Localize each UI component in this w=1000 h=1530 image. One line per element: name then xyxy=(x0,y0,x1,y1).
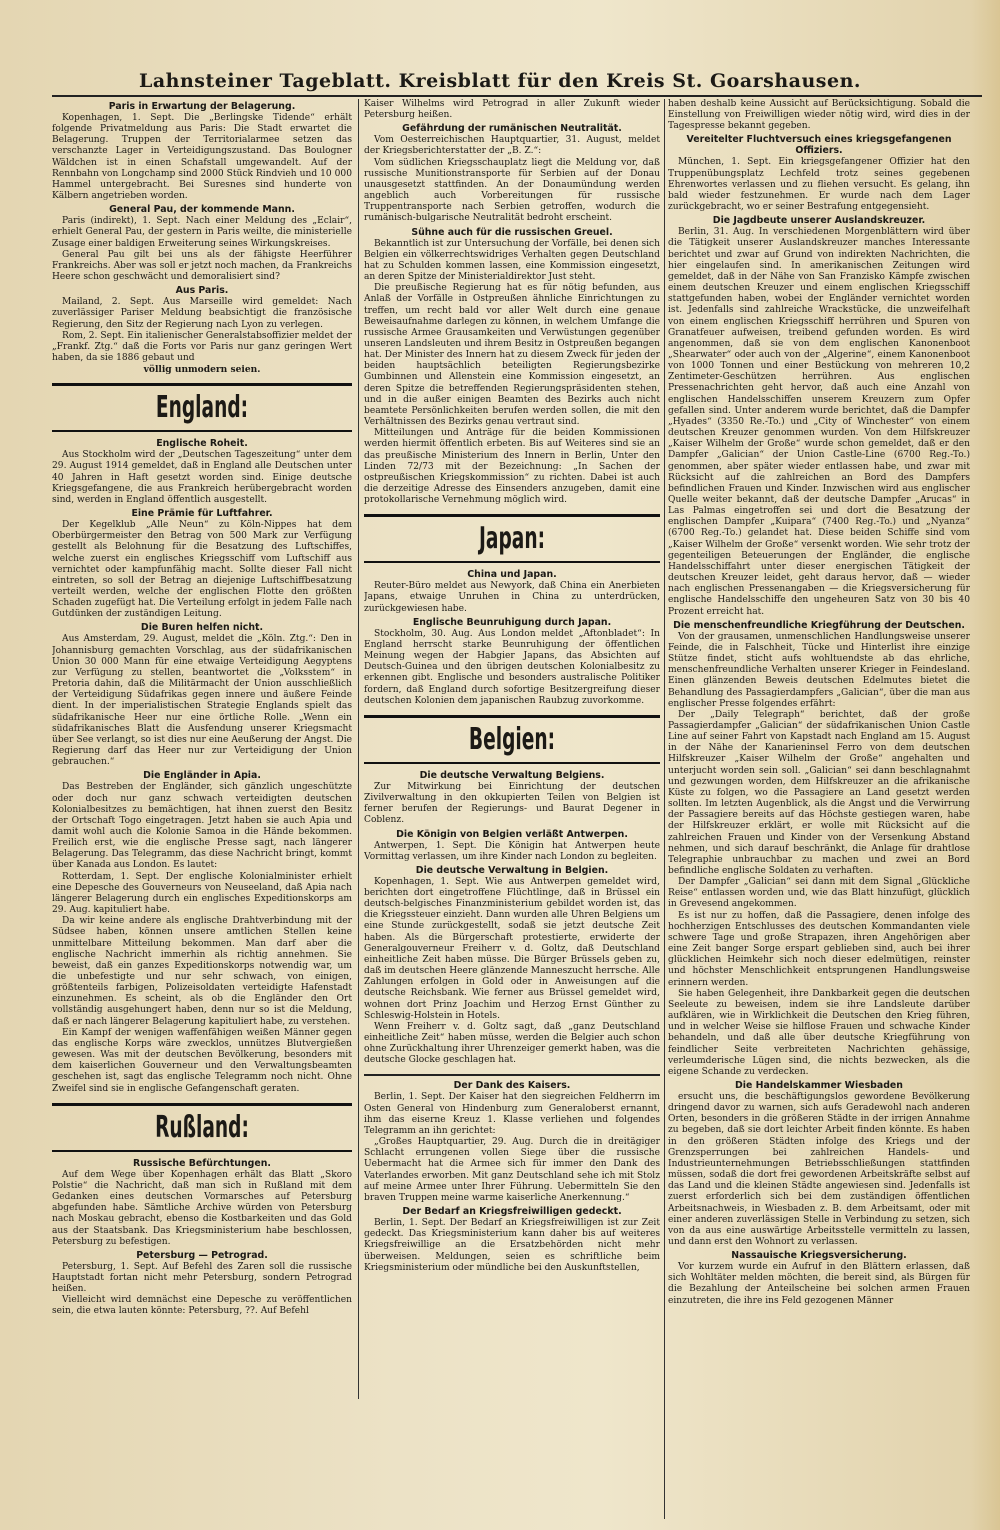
article-title: Paris in Erwartung der Belagerung. xyxy=(108,101,296,112)
article-title: Die Engländer in Apia. xyxy=(143,770,261,782)
article-paragraph: Wenn Freiherr v. d. Goltz sagt, daß „ganz Deutschland einheitliche Zeit“ haben müsse, werden die Belgier auch schon ohne Zurückhaltung ihrer Uhrenzeiger gemerkt haben, was die deutsche Glocke geschlagen hat. xyxy=(364,1021,660,1066)
column-1 xyxy=(52,99,352,1409)
article-title: Die Buren helfen nicht. xyxy=(140,622,264,634)
article-title: Englische Beunruhigung durch Japan. xyxy=(412,616,612,628)
article-title: Der Bedarf an Kriegsfreiwilligen gedeckt. xyxy=(402,1206,622,1218)
section-header-england xyxy=(52,383,352,432)
section-title: Belgien: xyxy=(468,721,556,757)
article-title: China und Japan. xyxy=(467,569,557,581)
article-paragraph: Der „Daily Telegraph“ berichtet, daß der große Passagierdampfer „Galician“ der südafrikanischen Union Castle Line auf seiner Fahrt von Kapstadt nach England am 15. August in der Nähe der Kanarieninsel Ferro von dem deutschen Hilfskreuzer „Kaiser Wilhelm der Große“ angehalten und unterjucht worden sein soll. „Galician“ sei dann beschlagnahmt und gezwungen worden, dem Hilfskreuzer an die afrikanische Küste zu folgen, wo die Passagiere an Land gesetzt werden sollten. Im letzten Augenblick, als die Angst und die Verwirrung der Passagiere bereits auf das Höchste gestiegen waren, habe der Hilfskreuzer erklärt, er wolle mit Rücksicht auf die zahlreichen Frauen und Kinder von der Versenkung Abstand nehmen, und sich darauf beschränkt, die Anlage für drahtlose Telegraphie unbrauchbar zu machen und zwei an Bord befindliche englische Soldaten zu verhaften. xyxy=(668,709,970,876)
article-title: Petersburg — Petrograd. xyxy=(136,1249,268,1261)
article-title: Die Handelskammer Wiesbaden xyxy=(735,1079,903,1091)
article-paragraph: haben deshalb keine Aussicht auf Berücksichtigung. Sobald die Einstellung von Freiwilligen wieder nötig wird, wird dies in der Tagespresse bekannt gegeben. xyxy=(668,99,970,132)
article-paragraph: Antwerpen, 1. Sept. Die Königin hat Antwerpen heute Vormittag verlassen, um ihre Kinder nach London zu begleiten. xyxy=(364,840,660,862)
column-separator xyxy=(358,99,359,1399)
article-paragraph: Rom, 2. Sept. Ein italienischer Generalstabsoffizier meldet der „Frankf. Ztg.“ daß die Forts vor Paris nur ganz geringen Wert haben, da sie 1886 gebaut und xyxy=(52,330,352,363)
article-title: Die deutsche Verwaltung in Belgien. xyxy=(415,864,609,876)
article-paragraph: Der Dampfer „Galician“ sei dann mit dem Signal „Glückliche Reise“ entlassen worden und, wie das Blatt hinzufügt, glücklich in Grevesend angekommen. xyxy=(668,877,970,910)
article-paragraph: Die preußische Regierung hat es für nötig befunden, aus Anlaß der Vorfälle in Ostpreußen ähnliche Einrichtungen zu treffen, um recht bald vor aller Welt durch eine genaue Beweisaufnahme darlegen zu können, in welchem Umfange die russische Armee Grausamkeiten und Verwüstungen gegenüber unseren Landsleuten und ihrem Besitz in Ostpreußen begangen hat. Der Minister des Innern hat zu diesem Zweck für jeden der beiden hauptsächlich beteiligten Regierungsbezirke Gumbinnen und Allenstein eine Kommission eingesetzt, an deren Spitze die betreffenden Regierungspräsidenten stehen, und in die außer einigen Beamten des Bezirks auch nicht beamtete Persönlichkeiten berufen werden sollen, die mit den Verhältnissen des Bezirks genau vertraut sind. xyxy=(364,283,660,428)
article-paragraph: Petersburg, 1. Sept. Auf Befehl des Zaren soll die russische Hauptstadt fortan nicht mehr Petersburg, sondern Petrograd heißen. xyxy=(52,1261,352,1295)
article-paragraph: Ein Kampf der wenigen waffenfähigen weißen Männer gegen das englische Korps wäre zwecklos, unnützes Blutvergießen gewesen. Was mit der deutschen Bevölkerung, besonders mit dem kaiserlichen Gouverneur und den Verwaltungsbeamten geschehen ist, sagt das englische Telegramm noch nicht. Ohne Zweifel sind sie in englische Gefangenschaft geraten. xyxy=(52,1027,352,1094)
article-paragraph: Der Kegelklub „Alle Neun“ zu Köln-Nippes hat dem Oberbürgermeister den Betrag von 500 Mark zur Verfügung gestellt als Belohnung für die Besatzung des Luftschiffes, welche zuerst ein englisches Kriegsschiff vom Luftschiff aus vernichtet oder kampfunfähig macht. Sollte dieser Fall nicht eintreten, so soll der Betrag an diejenige Luftschiffbesatzung verteilt werden, welche der englischen Flotte den größten Schaden zugefügt hat. Die Verteilung erfolgt in jedem Falle nach Gutdünken der zuständigen Leitung. xyxy=(52,520,352,620)
article-title: Gefährdung der rumänischen Neutralität. xyxy=(402,123,622,135)
article-paragraph: Es ist nur zu hoffen, daß die Passagiere, denen infolge des hochherzigen Entschlusses des deutschen Kommandanten viele schwere Tage und große Strapazen, ihren Angehörigen aber eine Zeit banger Sorge erspart geblieben sind, auch bei ihrer glücklichen Heimkehr sich noch dieser edelmütigen, reinster und höchster Menschlichkeit entsprungenen Handlungsweise erinnern werden. xyxy=(668,910,970,988)
article-paragraph: München, 1. Sept. Ein kriegsgefangener Offizier hat den Truppenübungsplatz Lechfeld trotz seines gegebenen Ehrenwortes verlassen und zu fliehen versucht. Es gelang, ihn bald wieder festzunehmen. Er wurde nach dem Lager zurückgebracht, wo er seiner Bestrafung entgegensieht. xyxy=(668,157,970,213)
article-paragraph: Paris (indirekt), 1. Sept. Nach einer Meldung des „Eclair“, erhielt General Pau, der gestern in Paris weilte, die ministerielle Zusage einer baldigen Erweiterung seines Wirkungskreises. xyxy=(52,216,352,249)
article-paragraph: Aus Amsterdam, 29. August, meldet die „Köln. Ztg.“: Den in Johannisburg gemachten Vorschlag, aus der südafrikanischen Union 30 000 Mann für eine etwaige Verteidigung Aegyptens zur Verfügung zu stellen, beantwortet die „Volksstem“ in Pretoria dahin, daß die Militärmacht der Union ausschließlich der Verteidigung Südafrikas gegen innere und äußere Feinde dient. In der imperialistischen Strategie Englands spielt das südafrikanische Heer nur eine örtliche Rolle. „Wenn ein südafrikanisches Blatt die Ausfendung unserer Kriegsmacht über See verlangt, so ist dies nur eine Aeußerung der Angst. Die Regierung darf das Heer nur zur Verteidigung der Union gebrauchen.“ xyxy=(52,634,352,768)
article-paragraph: Mailand, 2. Sept. Aus Marseille wird gemeldet: Nach zuverlässiger Pariser Meldung beabsichtigt die französische Regierung, den Sitz der Regierung nach Lyon zu verlegen. xyxy=(52,297,352,330)
section-header-russland xyxy=(52,1103,352,1152)
article-paragraph: Stockholm, 30. Aug. Aus London meldet „Aftonbladet“: In England herrscht starke Beunruhigung der öffentlichen Meinung wegen der Habgier Japans, das Absichten auf Deutsch-Guinea und den übrigen deutschen Kolonialbesitz zu erkennen gibt. Englische und besonders australische Politiker fordern, daß England durch sofortige Besitzergreifung dieser deutschen Kolonien dem japanischen Raubzug zuvorkomme. xyxy=(364,628,660,706)
article-paragraph: Kopenhagen, 1. Sept. Wie aus Antwerpen gemeldet wird, berichten dort eingetroffene Flüchtlinge, daß in Brüssel ein deutsch-belgisches Finanzministerium gebildet worden ist, das die Kriegssteuer einzieht. Dann wurden alle Uhren Belgiens um eine Stunde zurückgestellt, sodaß sie jetzt deutsche Zeit haben. Als die Bürgerschaft protestierte, erwiderte der Generalgouverneur Freiherr v. d. Goltz, daß Deutschland einheitliche Zeit haben müsse. Die Bürger Brüssels geben zu, daß im deutschen Heere glänzende Manneszucht herrsche. Alle Zahlungen erfolgen in Gold oder in Anweisungen auf die deutsche Reichsbank. Wie ferner aus Brüssel gemeldet wird, wohnen dort Prinz Joachim und Herzog Ernst Günther zu Schleswig-Holstein in Hotels. xyxy=(364,876,660,1021)
section-header-japan xyxy=(364,514,660,563)
article-title: Die menschenfreundliche Kriegführung der Deutschen. xyxy=(673,619,965,631)
article-paragraph: „Großes Hauptquartier, 29. Aug. Durch die in dreitägiger Schlacht errungenen vollen Siege über die russische Uebermacht hat die Armee sich für immer den Dank des Vaterlandes erworben. Mit ganz Deutschland sehe ich mit Stolz auf meine Armee unter Ihrer Führung. Uebermitteln Sie den braven Truppen meine warme kaiserliche Anerkennung.“ xyxy=(364,1137,660,1203)
article-title: Die Königin von Belgien verläßt Antwerpen. xyxy=(396,828,628,840)
article-paragraph: Reuter-Büro meldet aus Newyork, daß China ein Anerbieten Japans, etwaige Unruhen in China zu unterdrücken, zurückgewiesen habe. xyxy=(364,581,660,614)
article-paragraph: Vom Oesterreichischen Hauptquartier, 31. August, meldet der Kriegsberichterstatter der „B. Z.“: xyxy=(364,135,660,157)
article-paragraph: ersucht uns, die beschäftigungslos gewordene Bevölkerung dringend davor zu warnen, sich aufs Geradewohl nach anderen Orten, besonders in die größeren Städte in der irrigen Annahme zu begeben, daß sie dort leichter Arbeit finden könnte. Es haben in den größeren Städten infolge des Kriegs und der Grenzsperrungen bei zahlreichen Handels- und Industrieunternehmungen Betriebsschließungen stattfinden müssen, sodaß die dort frei gewordenen Arbeitskräfte selbst auf das Land und die kleinen Städte angewiesen sind. Jedenfalls ist zuerst erforderlich sich bei dem zuständigen öffentlichen Arbeitsnachweis, in Wiesbaden z. B. dem Arbeitsamt, oder mit einer anderen zuverlässigen Stelle in Verbindung zu setzen, sich von da aus eine auswärtige Arbeitsstelle vermitteln zu lassen, und dann erst den Wohnort zu verlassen. xyxy=(668,1091,970,1247)
article-paragraph: Berlin, 31. Aug. In verschiedenen Morgenblättern wird über die Tätigkeit unserer Auslandskreuzer manches Interessante berichtet und zwar auf Grund von indirekten Nachrichten, die hier eingelaufen sind. In amerikanischen Zeitungen wird gemeldet, daß in der Nähe von San Franzisko Kämpfe zwischen einem deutschen Kreuzer und einem englischen Kriegsschiff stattgefunden haben, wobei der Engländer vernichtet worden ist. Jedenfalls sind zahlreiche Wrackstücke, die unzweifelhaft von einem englischen Kriegsschiff herrühren und Spuren von Granatfeuer aufweisen, treibend gefunden worden. Es wird angenommen, daß sie von dem englischen Kanonenboot „Shearwater“ oder auch von der „Algerine“, einem Kanonenboot von 1000 Tonnen und einer Bestückung von mehreren 10,2 Zentimeter-Geschützen herrühren. Aus englischen Pressenachrichten geht hervor, daß auch eine Anzahl von englischen Handelsschiffen unserem Kreuzern zum Opfer gefallen sind. Unter anderem wurde berichtet, daß die Dampfer „Hyades“ (3350 Re.-To.) und „City of Winchester“ von einem deutschen Kreuzer genommen wurden. Von dem Hilfskreuzer „Kaiser Wilhelm der Große“ wurde schon gemeldet, daß er den Dampfer „Galician“ der Union Castle-Line (6700 Reg.-To.) genommen, aber später wieder entlassen habe, und zwar mit Rücksicht auf die zahlreichen an Bord des Dampfers befindlichen Frauen und Kinder. Inzwischen wird aus englischer Quelle weiter bekannt, daß der deutsche Dampfer „Arucas“ in Las Palmas eingetroffen sei und dort die Besatzung der englischen Dampfer „Kuipara“ (7400 Reg.-To.) und „Nyanza“ (6700 Reg.-To.) gelandet hat. Diese beiden Schiffe sind vom „Kaiser Wilhelm der Große“ versenkt worden. Wie sehr trotz der gegenteiligen Beteuerungen der Engländer, die englische Handelsschiffahrt unter dieser energischen Tätigkeit der deutschen Kreuzer leidet, geht daraus hervor, daß — wieder nach englischen Pressenangaben — die Kriegsversicherung für englische Handelsschiffe den ungeheuren Satz von 30 bis 40 Prozent erreicht hat. xyxy=(668,227,970,617)
masthead-rule xyxy=(52,95,982,97)
article-title: General Pau, der kommende Mann. xyxy=(109,204,295,216)
column-3 xyxy=(668,99,970,1519)
article-paragraph: Sie haben Gelegenheit, ihre Dankbarkeit gegen die deutschen Seeleute zu beweisen, indem sie ihre Landsleute darüber aufklären, wie in Wirklichkeit die Deutschen den Krieg führen, und in welcher Weise sie hilflose Frauen und schwache Kinder behandeln, und daß alle über deutsche Kriegführung von feindlicher Seite verbreiteten Nachrichten gehässige, verleumderische Lügen sind, die nichts bezwecken, als die eigene Schande zu verdecken. xyxy=(668,988,970,1077)
article-paragraph: Vielleicht wird demnächst eine Depesche zu veröffentlichen sein, die etwa lauten könnte: Petersburg, ??. Auf Befehl xyxy=(52,1295,352,1317)
article-paragraph: Da wir keine andere als englische Drahtverbindung mit der Südsee haben, können unsere amtlichen Stellen keine unmittelbare Mitteilung bekommen. Man darf aber die englische Nachricht immerhin als richtig annehmen. Sie beweist, daß ein ganzes Expeditionskorps notwendig war, um die unbefestigte und nur sehr schwach, von einigen, größtenteils farbigen, Polizeisoldaten verteidigte Hafenstadt einzunehmen. Es scheint, als ob die Engländer den Ort vollständig ausgehungert haben, denn nur so ist die Meldung, daß er nach längerer Belagerung kapituliert habe, zu verstehen. xyxy=(52,916,352,1027)
article-paragraph: Bekanntlich ist zur Untersuchung der Vorfälle, bei denen sich Belgien ein völkerrechtswidriges Verhalten gegen Deutschland hat zu Schulden kommen lassen, eine Kommission eingesetzt, an deren Spitze der Ministerialdirektor Just steht. xyxy=(364,238,660,283)
article-paragraph: Zur Mitwirkung bei Einrichtung der deutschen Zivilverwaltung in den okkupierten Teilen von Belgien ist ferner berufen der Regierungs- und Baurat Degener in Coblenz. xyxy=(364,781,660,826)
article-paragraph: Vom südlichen Kriegsschauplatz liegt die Meldung vor, daß russische Munitionstransporte für Serbien auf der Donau unausgesetzt stattfinden. An der Donaumündung werden angeblich auch Vorbereitungen für russische Truppentransporte nach Serbien getroffen, wodurch die rumänisch-bulgarische Neutralität bedroht erscheint. xyxy=(364,157,660,224)
article-title: Eine Prämie für Luftfahrer. xyxy=(131,508,273,520)
article-paragraph: Rotterdam, 1. Sept. Der englische Kolonialminister erhielt eine Depesche des Gouverneurs von Neuseeland, daß Apia nach längerer Belagerung durch ein englisches Expeditionskorps am 29. Aug. kapituliert habe. xyxy=(52,871,352,916)
column-separator xyxy=(664,99,665,1519)
article-title: Die deutsche Verwaltung Belgiens. xyxy=(419,769,605,781)
article-title: Russische Befürchtungen. xyxy=(133,1157,271,1169)
section-title: Rußland: xyxy=(155,1109,249,1145)
article-paragraph: Auf dem Wege über Kopenhagen erhält das Blatt „Skoro Polstie“ die Nachricht, daß man sich in Rußland mit dem Gedanken eines deutschen Vormarsches auf Petersburg abgefunden habe. Sämtliche Archive würden von Petersburg nach Moskau gebracht, ebenso die Kostbarkeiten und das Gold aus der Staatsbank. Das Kriegsministerium habe beschlossen, Petersburg zu befestigen. xyxy=(52,1169,352,1247)
section-title: England: xyxy=(155,390,249,426)
article-paragraph: Das Bestreben der Engländer, sich gänzlich ungeschützte oder doch nur ganz schwach verteidigten deutschen Kolonialbesitzes zu bemächtigen, hat ihnen zuerst den Besitz der Ortschaft Togo eingetragen. Jetzt haben sie auch Apia und damit wohl auch die Kolonie Samoa in die Hände bekommen. Freilich erst, wie die englische Presse sagt, nach längerer Belagerung. Das Telegramm, das diese Nachricht bringt, kommt über Kanada aus London. Es lautet: xyxy=(52,782,352,871)
article-paragraph: Mitteilungen und Anträge für die beiden Kommissionen werden hiermit öffentlich erbeten. Bis auf Weiteres sind sie an das preußische Ministerium des Innern in Berlin, Unter den Linden 72/73 mit der Bezeichnung: „In Sachen der ostpreußischen Kriegskommission“ zu richten. Dabei ist auch die derzeitige Adresse des Einsenders anzugeben, damit eine protokollarische Vernehmung möglich wird. xyxy=(364,428,660,506)
article-title: Englische Roheit. xyxy=(156,438,248,450)
article-paragraph: Vor kurzem wurde ein Aufruf in den Blättern erlassen, daß sich Wohltäter melden möchten, die bereit sind, als Bürgen für die Bezahlung der Anteilscheine bei solchen armen Frauen einzutreten, die ihre ins Feld gezogenen Männer xyxy=(668,1262,970,1306)
article-title: Vereitelter Fluchtversuch eines kriegsgefangenen Offiziers. xyxy=(686,134,952,157)
article-paragraph: General Pau gilt bei uns als der fähigste Heerführer Frankreichs. Aber was soll er jetzt noch machen, da Frankreichs Heere schon geschwächt und demoralisiert sind? xyxy=(52,249,352,283)
article-paragraph: Kaiser Wilhelms wird Petrograd in aller Zukunft wieder Petersburg heißen. xyxy=(364,99,660,121)
article-paragraph: Kopenhagen, 1. Sept. Die „Berlingske Tidende“ erhält folgende Privatmeldung aus Paris: Die Stadt erwartet die Belagerung. Truppen der Territorialarmee setzen das verschanzte Lager in Verteidigungszustand. Das Boulogner Wäldchen ist in einen Schafstall umgewandelt. Auf der Rennbahn von Longchamp sind 2000 Stück Rindvieh und 10 000 Hammel untergebracht. Bei Suresnes sind hunderte von Kälbern angetrieben worden. xyxy=(52,113,352,202)
article-paragraph: Aus Stockholm wird der „Deutschen Tageszeitung“ unter dem 29. August 1914 gemeldet, daß in England alle Deutschen unter 40 Jahren in Haft gesetzt worden sind. Einige deutsche Kriegsgefangene, die aus Frankreich herübergebracht worden sind, werden in England öffentlich ausgestellt. xyxy=(52,450,352,505)
masthead: Lahnsteiner Tageblatt. Kreisblatt für den Kreis St. Goarshausen. xyxy=(138,70,862,92)
article-title: Der Dank des Kaisers. xyxy=(453,1080,571,1092)
article-title: Aus Paris. xyxy=(175,285,229,297)
section-title: Japan: xyxy=(478,521,546,557)
article-title: Sühne auch für die russischen Greuel. xyxy=(411,226,613,238)
article-paragraph: Von der grausamen, unmenschlichen Handlungsweise unserer Feinde, die in Falschheit, Tücke und Hinterlist ihre einzige Stütze findet, sticht aufs wohltuendste ab das ehrliche, menschenfreundliche Verhalten unserer Krieger in Feindesland. Einen glänzenden Beweis deutschen Edelmutes bietet die Behandlung des Passagierdampfers „Galician“, über die man aus englischer Presse folgendes erfährt: xyxy=(668,631,970,709)
section-header-belgien xyxy=(364,715,660,764)
divider xyxy=(364,1074,660,1076)
article-paragraph: Berlin, 1. Sept. Der Kaiser hat den siegreichen Feldherrn im Osten General von Hindenburg zum Generaloberst ernannt, ihm das eiserne Kreuz 1. Klasse verliehen und folgendes Telegramm an ihn gerichtet: xyxy=(364,1092,660,1136)
article-title: Nassauische Kriegsversicherung. xyxy=(731,1250,907,1262)
article-paragraph: Berlin, 1. Sept. Der Bedarf an Kriegsfreiwilligen ist zur Zeit gedeckt. Das Kriegsministerium kann daher bis auf weiteres Kriegsfreiwillige an die Ersatzbehörden nicht mehr überweisen. Meldungen, seien es schriftliche beim Kriegsministerium oder mündliche bei den Auskunftstellen, xyxy=(364,1218,660,1273)
column-2 xyxy=(364,99,660,1509)
article-title: Die Jagdbeute unserer Auslandskreuzer. xyxy=(712,215,926,227)
article-paragraph: völlig unmodern seien. xyxy=(143,364,261,376)
